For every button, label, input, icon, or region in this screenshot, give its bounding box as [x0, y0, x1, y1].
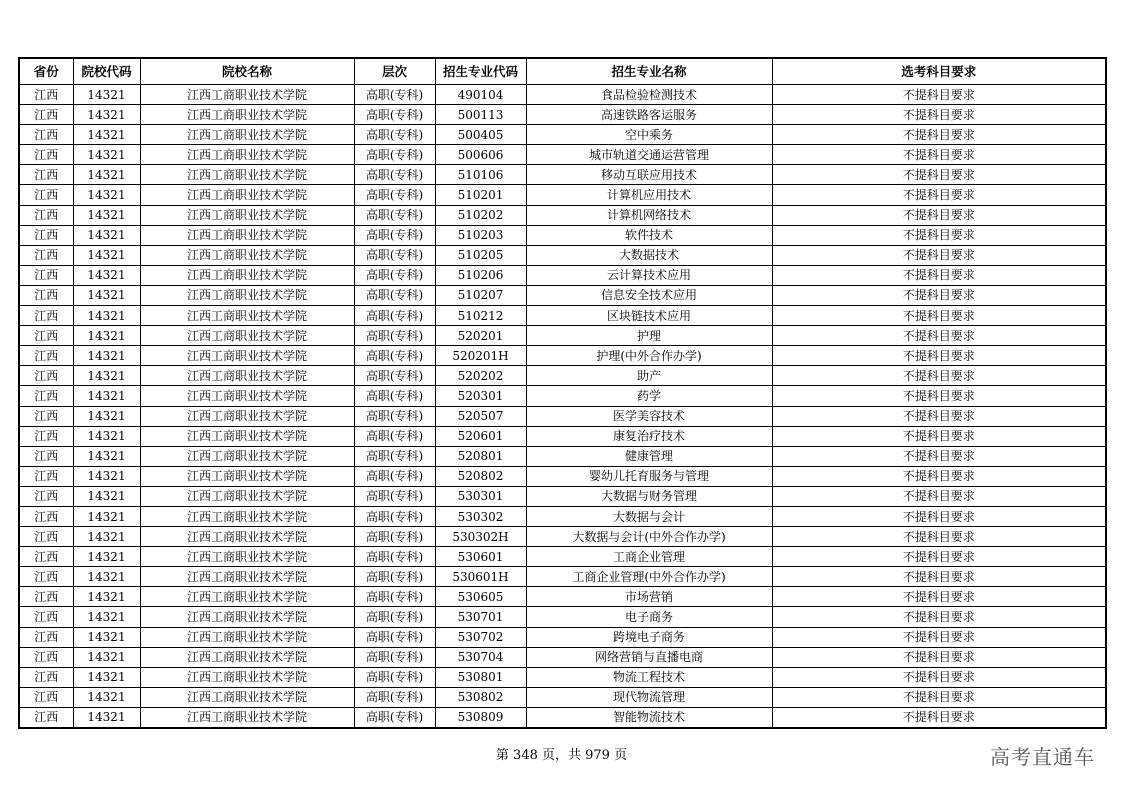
cell-level: 高职(专科) — [354, 607, 435, 627]
cell-subject-requirement: 不提科目要求 — [772, 125, 1106, 145]
cell-subject-requirement: 不提科目要求 — [772, 306, 1106, 326]
cell-province: 江西 — [19, 587, 73, 607]
table-body — [19, 85, 1106, 729]
cell-school-name: 江西工商职业技术学院 — [140, 607, 354, 627]
cell-school-code: 14321 — [73, 366, 140, 386]
cell-major-code: 530601H — [435, 567, 526, 587]
table-row — [19, 627, 1106, 647]
cell-school-name: 江西工商职业技术学院 — [140, 486, 354, 506]
table-row — [19, 527, 1106, 547]
cell-school-code: 14321 — [73, 145, 140, 165]
cell-major-name: 康复治疗技术 — [526, 426, 772, 446]
cell-subject-requirement: 不提科目要求 — [772, 145, 1106, 165]
cell-major-code: 520601 — [435, 426, 526, 446]
cell-subject-requirement: 不提科目要求 — [772, 567, 1106, 587]
cell-major-code: 510201 — [435, 185, 526, 205]
cell-major-name: 工商企业管理(中外合作办学) — [526, 567, 772, 587]
cell-school-code: 14321 — [73, 466, 140, 486]
cell-major-code: 520802 — [435, 466, 526, 486]
cell-subject-requirement: 不提科目要求 — [772, 265, 1106, 285]
cell-major-name: 健康管理 — [526, 446, 772, 466]
cell-subject-requirement: 不提科目要求 — [772, 446, 1106, 466]
cell-level: 高职(专科) — [354, 627, 435, 647]
cell-subject-requirement: 不提科目要求 — [772, 205, 1106, 225]
cell-level: 高职(专科) — [354, 647, 435, 667]
cell-school-code: 14321 — [73, 125, 140, 145]
cell-level: 高职(专科) — [354, 446, 435, 466]
cell-province: 江西 — [19, 607, 73, 627]
table-header — [19, 58, 1106, 85]
cell-school-name: 江西工商职业技术学院 — [140, 366, 354, 386]
cell-level: 高职(专科) — [354, 426, 435, 446]
table-row — [19, 306, 1106, 326]
header-major-name: 招生专业名称 — [526, 58, 772, 85]
cell-subject-requirement: 不提科目要求 — [772, 607, 1106, 627]
cell-school-name: 江西工商职业技术学院 — [140, 85, 354, 105]
cell-school-name: 江西工商职业技术学院 — [140, 667, 354, 687]
cell-major-code: 490104 — [435, 85, 526, 105]
cell-major-name: 市场营销 — [526, 587, 772, 607]
cell-subject-requirement: 不提科目要求 — [772, 366, 1106, 386]
header-level: 层次 — [354, 58, 435, 85]
cell-province: 江西 — [19, 185, 73, 205]
cell-major-code: 530302 — [435, 506, 526, 526]
cell-province: 江西 — [19, 486, 73, 506]
table-row — [19, 366, 1106, 386]
header-row — [19, 58, 1106, 85]
cell-province: 江西 — [19, 326, 73, 346]
cell-major-name: 计算机网络技术 — [526, 205, 772, 225]
cell-major-name: 电子商务 — [526, 607, 772, 627]
cell-province: 江西 — [19, 506, 73, 526]
cell-school-code: 14321 — [73, 446, 140, 466]
cell-school-code: 14321 — [73, 527, 140, 547]
cell-school-code: 14321 — [73, 587, 140, 607]
table-row — [19, 406, 1106, 426]
table-row — [19, 386, 1106, 406]
cell-school-code: 14321 — [73, 165, 140, 185]
cell-major-code: 530704 — [435, 647, 526, 667]
cell-school-code: 14321 — [73, 406, 140, 426]
cell-major-name: 信息安全技术应用 — [526, 285, 772, 305]
table-row — [19, 105, 1106, 125]
table-row — [19, 547, 1106, 567]
cell-school-name: 江西工商职业技术学院 — [140, 547, 354, 567]
page-number: 第 348 页，共 979 页 — [495, 748, 628, 763]
header-school-code: 院校代码 — [73, 58, 140, 85]
cell-subject-requirement: 不提科目要求 — [772, 667, 1106, 687]
cell-school-code: 14321 — [73, 667, 140, 687]
cell-level: 高职(专科) — [354, 567, 435, 587]
cell-level: 高职(专科) — [354, 85, 435, 105]
cell-major-code: 530302H — [435, 527, 526, 547]
cell-major-name: 工商企业管理 — [526, 547, 772, 567]
cell-major-code: 500606 — [435, 145, 526, 165]
table-row — [19, 125, 1106, 145]
cell-school-code: 14321 — [73, 607, 140, 627]
cell-major-code: 530702 — [435, 627, 526, 647]
cell-major-code: 530601 — [435, 547, 526, 567]
cell-school-code: 14321 — [73, 306, 140, 326]
cell-level: 高职(专科) — [354, 527, 435, 547]
cell-school-code: 14321 — [73, 326, 140, 346]
cell-major-name: 医学美容技术 — [526, 406, 772, 426]
cell-level: 高职(专科) — [354, 265, 435, 285]
cell-school-name: 江西工商职业技术学院 — [140, 205, 354, 225]
cell-province: 江西 — [19, 547, 73, 567]
cell-school-code: 14321 — [73, 225, 140, 245]
cell-major-code: 530802 — [435, 687, 526, 707]
cell-level: 高职(专科) — [354, 205, 435, 225]
cell-school-name: 江西工商职业技术学院 — [140, 687, 354, 707]
cell-level: 高职(专科) — [354, 547, 435, 567]
cell-province: 江西 — [19, 446, 73, 466]
cell-major-code: 520202 — [435, 366, 526, 386]
table-row — [19, 446, 1106, 466]
cell-major-code: 510207 — [435, 285, 526, 305]
cell-subject-requirement: 不提科目要求 — [772, 426, 1106, 446]
table-row — [19, 165, 1106, 185]
cell-province: 江西 — [19, 687, 73, 707]
cell-major-code: 510203 — [435, 225, 526, 245]
cell-school-code: 14321 — [73, 386, 140, 406]
cell-level: 高职(专科) — [354, 486, 435, 506]
cell-major-code: 520201H — [435, 346, 526, 366]
table-row — [19, 285, 1106, 305]
cell-school-code: 14321 — [73, 647, 140, 667]
cell-level: 高职(专科) — [354, 326, 435, 346]
cell-school-code: 14321 — [73, 85, 140, 105]
table-row — [19, 647, 1106, 667]
cell-major-name: 云计算技术应用 — [526, 265, 772, 285]
cell-subject-requirement: 不提科目要求 — [772, 547, 1106, 567]
cell-major-name: 大数据与会计 — [526, 506, 772, 526]
cell-school-name: 江西工商职业技术学院 — [140, 125, 354, 145]
cell-school-code: 14321 — [73, 506, 140, 526]
cell-subject-requirement: 不提科目要求 — [772, 486, 1106, 506]
cell-major-name: 护理(中外合作办学) — [526, 346, 772, 366]
header-school-name: 院校名称 — [140, 58, 354, 85]
cell-major-code: 530605 — [435, 587, 526, 607]
table-row — [19, 85, 1106, 105]
cell-province: 江西 — [19, 265, 73, 285]
table-row — [19, 185, 1106, 205]
cell-subject-requirement: 不提科目要求 — [772, 707, 1106, 728]
cell-major-name: 跨境电子商务 — [526, 627, 772, 647]
cell-province: 江西 — [19, 426, 73, 446]
cell-major-name: 软件技术 — [526, 225, 772, 245]
cell-level: 高职(专科) — [354, 245, 435, 265]
cell-major-name: 物流工程技术 — [526, 667, 772, 687]
header-province: 省份 — [19, 58, 73, 85]
cell-major-code: 520801 — [435, 446, 526, 466]
cell-subject-requirement: 不提科目要求 — [772, 85, 1106, 105]
cell-major-name: 助产 — [526, 366, 772, 386]
cell-major-name: 智能物流技术 — [526, 707, 772, 728]
cell-major-code: 510212 — [435, 306, 526, 326]
cell-major-code: 530809 — [435, 707, 526, 728]
cell-school-name: 江西工商职业技术学院 — [140, 386, 354, 406]
cell-province: 江西 — [19, 627, 73, 647]
admissions-table — [18, 57, 1107, 729]
table-row — [19, 506, 1106, 526]
cell-province: 江西 — [19, 346, 73, 366]
table-row — [19, 667, 1106, 687]
cell-province: 江西 — [19, 386, 73, 406]
table-row — [19, 607, 1106, 627]
cell-subject-requirement: 不提科目要求 — [772, 225, 1106, 245]
table-row — [19, 145, 1106, 165]
cell-subject-requirement: 不提科目要求 — [772, 406, 1106, 426]
cell-school-code: 14321 — [73, 285, 140, 305]
cell-level: 高职(专科) — [354, 386, 435, 406]
cell-subject-requirement: 不提科目要求 — [772, 285, 1106, 305]
cell-school-name: 江西工商职业技术学院 — [140, 165, 354, 185]
cell-school-code: 14321 — [73, 707, 140, 728]
cell-province: 江西 — [19, 205, 73, 225]
cell-province: 江西 — [19, 225, 73, 245]
cell-province: 江西 — [19, 125, 73, 145]
cell-major-name: 大数据与会计(中外合作办学) — [526, 527, 772, 547]
cell-major-name: 城市轨道交通运营管理 — [526, 145, 772, 165]
cell-province: 江西 — [19, 667, 73, 687]
cell-level: 高职(专科) — [354, 285, 435, 305]
cell-school-name: 江西工商职业技术学院 — [140, 225, 354, 245]
cell-major-name: 护理 — [526, 326, 772, 346]
cell-level: 高职(专科) — [354, 406, 435, 426]
cell-province: 江西 — [19, 466, 73, 486]
cell-school-name: 江西工商职业技术学院 — [140, 426, 354, 446]
cell-school-name: 江西工商职业技术学院 — [140, 245, 354, 265]
table-row — [19, 265, 1106, 285]
cell-major-name: 空中乘务 — [526, 125, 772, 145]
cell-province: 江西 — [19, 85, 73, 105]
table-row — [19, 326, 1106, 346]
cell-subject-requirement: 不提科目要求 — [772, 687, 1106, 707]
cell-level: 高职(专科) — [354, 306, 435, 326]
cell-subject-requirement: 不提科目要求 — [772, 506, 1106, 526]
cell-province: 江西 — [19, 567, 73, 587]
cell-subject-requirement: 不提科目要求 — [772, 105, 1106, 125]
table-row — [19, 486, 1106, 506]
cell-major-code: 520301 — [435, 386, 526, 406]
cell-major-name: 大数据技术 — [526, 245, 772, 265]
cell-level: 高职(专科) — [354, 587, 435, 607]
cell-subject-requirement: 不提科目要求 — [772, 647, 1106, 667]
table-row — [19, 707, 1106, 728]
cell-major-name: 婴幼儿托育服务与管理 — [526, 466, 772, 486]
cell-school-code: 14321 — [73, 426, 140, 446]
cell-level: 高职(专科) — [354, 125, 435, 145]
cell-school-name: 江西工商职业技术学院 — [140, 446, 354, 466]
cell-subject-requirement: 不提科目要求 — [772, 165, 1106, 185]
table-row — [19, 205, 1106, 225]
cell-school-code: 14321 — [73, 687, 140, 707]
cell-school-code: 14321 — [73, 245, 140, 265]
cell-school-code: 14321 — [73, 567, 140, 587]
cell-level: 高职(专科) — [354, 466, 435, 486]
cell-school-name: 江西工商职业技术学院 — [140, 145, 354, 165]
cell-major-code: 500405 — [435, 125, 526, 145]
cell-school-code: 14321 — [73, 205, 140, 225]
cell-school-name: 江西工商职业技术学院 — [140, 587, 354, 607]
cell-school-name: 江西工商职业技术学院 — [140, 707, 354, 728]
cell-province: 江西 — [19, 245, 73, 265]
cell-province: 江西 — [19, 527, 73, 547]
cell-school-name: 江西工商职业技术学院 — [140, 105, 354, 125]
cell-level: 高职(专科) — [354, 346, 435, 366]
table-row — [19, 567, 1106, 587]
cell-level: 高职(专科) — [354, 366, 435, 386]
table-row — [19, 426, 1106, 446]
header-major-code: 招生专业代码 — [435, 58, 526, 85]
cell-major-name: 区块链技术应用 — [526, 306, 772, 326]
cell-province: 江西 — [19, 285, 73, 305]
cell-school-code: 14321 — [73, 486, 140, 506]
cell-major-name: 高速铁路客运服务 — [526, 105, 772, 125]
cell-school-code: 14321 — [73, 627, 140, 647]
cell-level: 高职(专科) — [354, 145, 435, 165]
cell-major-code: 530701 — [435, 607, 526, 627]
cell-school-code: 14321 — [73, 185, 140, 205]
cell-level: 高职(专科) — [354, 506, 435, 526]
cell-province: 江西 — [19, 306, 73, 326]
cell-school-name: 江西工商职业技术学院 — [140, 185, 354, 205]
table-row — [19, 587, 1106, 607]
cell-level: 高职(专科) — [354, 707, 435, 728]
cell-major-code: 510206 — [435, 265, 526, 285]
cell-province: 江西 — [19, 145, 73, 165]
cell-province: 江西 — [19, 707, 73, 728]
cell-school-name: 江西工商职业技术学院 — [140, 567, 354, 587]
cell-school-code: 14321 — [73, 547, 140, 567]
cell-major-code: 510106 — [435, 165, 526, 185]
cell-school-name: 江西工商职业技术学院 — [140, 406, 354, 426]
cell-level: 高职(专科) — [354, 667, 435, 687]
cell-province: 江西 — [19, 165, 73, 185]
table-row — [19, 225, 1106, 245]
cell-subject-requirement: 不提科目要求 — [772, 245, 1106, 265]
cell-subject-requirement: 不提科目要求 — [772, 527, 1106, 547]
cell-school-code: 14321 — [73, 265, 140, 285]
cell-major-name: 食品检验检测技术 — [526, 85, 772, 105]
cell-subject-requirement: 不提科目要求 — [772, 326, 1106, 346]
cell-major-code: 510205 — [435, 245, 526, 265]
table-row — [19, 687, 1106, 707]
cell-school-name: 江西工商职业技术学院 — [140, 306, 354, 326]
cell-level: 高职(专科) — [354, 687, 435, 707]
cell-level: 高职(专科) — [354, 165, 435, 185]
cell-major-code: 500113 — [435, 105, 526, 125]
cell-level: 高职(专科) — [354, 225, 435, 245]
cell-province: 江西 — [19, 406, 73, 426]
cell-school-name: 江西工商职业技术学院 — [140, 527, 354, 547]
cell-school-name: 江西工商职业技术学院 — [140, 466, 354, 486]
cell-level: 高职(专科) — [354, 105, 435, 125]
cell-major-name: 大数据与财务管理 — [526, 486, 772, 506]
table-row — [19, 245, 1106, 265]
cell-subject-requirement: 不提科目要求 — [772, 185, 1106, 205]
cell-subject-requirement: 不提科目要求 — [772, 346, 1106, 366]
cell-major-code: 530301 — [435, 486, 526, 506]
cell-major-name: 现代物流管理 — [526, 687, 772, 707]
cell-school-name: 江西工商职业技术学院 — [140, 506, 354, 526]
cell-school-code: 14321 — [73, 346, 140, 366]
cell-major-code: 520201 — [435, 326, 526, 346]
cell-major-code: 530801 — [435, 667, 526, 687]
cell-school-name: 江西工商职业技术学院 — [140, 326, 354, 346]
cell-province: 江西 — [19, 366, 73, 386]
cell-subject-requirement: 不提科目要求 — [772, 386, 1106, 406]
cell-major-code: 510202 — [435, 205, 526, 225]
cell-school-name: 江西工商职业技术学院 — [140, 346, 354, 366]
cell-subject-requirement: 不提科目要求 — [772, 627, 1106, 647]
cell-school-name: 江西工商职业技术学院 — [140, 647, 354, 667]
cell-level: 高职(专科) — [354, 185, 435, 205]
header-subject-requirement: 选考科目要求 — [772, 58, 1106, 85]
watermark-text: 高考直通车 — [990, 745, 1095, 769]
cell-major-code: 520507 — [435, 406, 526, 426]
cell-major-name: 计算机应用技术 — [526, 185, 772, 205]
cell-province: 江西 — [19, 647, 73, 667]
cell-province: 江西 — [19, 105, 73, 125]
table-row — [19, 346, 1106, 366]
cell-school-code: 14321 — [73, 105, 140, 125]
table-row — [19, 466, 1106, 486]
cell-subject-requirement: 不提科目要求 — [772, 466, 1106, 486]
cell-subject-requirement: 不提科目要求 — [772, 587, 1106, 607]
cell-school-name: 江西工商职业技术学院 — [140, 627, 354, 647]
cell-major-name: 药学 — [526, 386, 772, 406]
cell-school-name: 江西工商职业技术学院 — [140, 285, 354, 305]
cell-major-name: 移动互联应用技术 — [526, 165, 772, 185]
cell-school-name: 江西工商职业技术学院 — [140, 265, 354, 285]
cell-major-name: 网络营销与直播电商 — [526, 647, 772, 667]
